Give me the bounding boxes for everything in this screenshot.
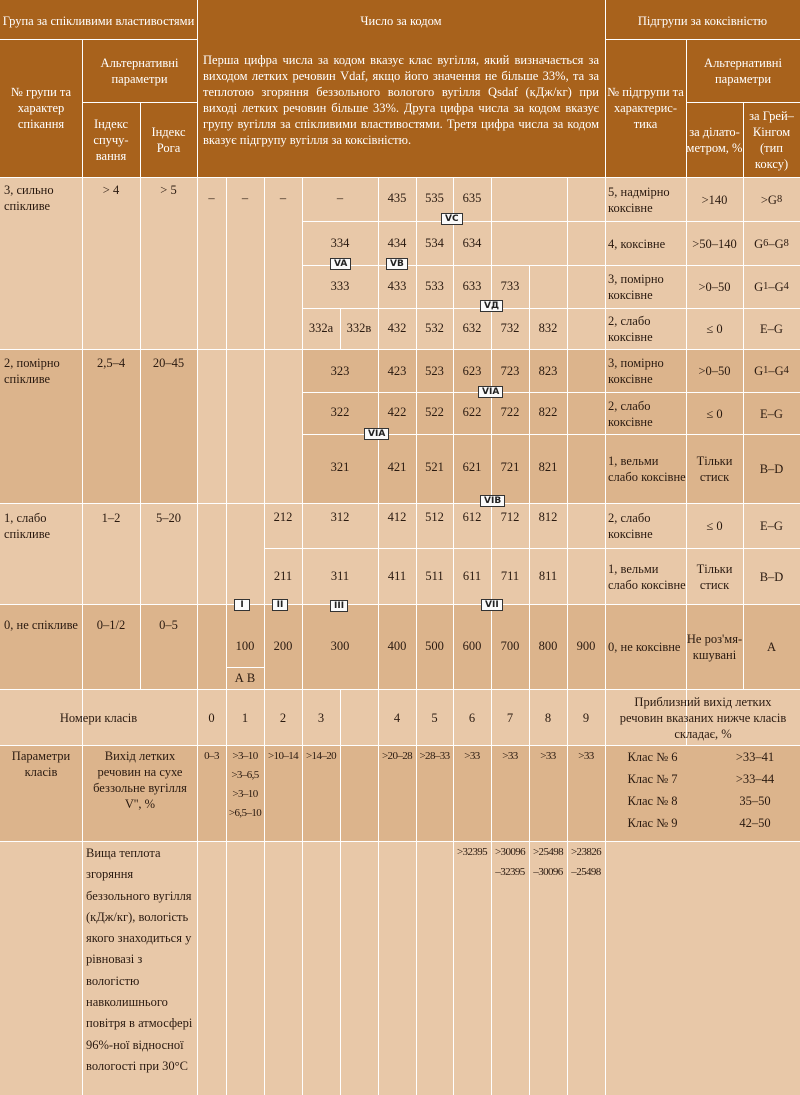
- volatile-value: >33: [578, 750, 594, 762]
- code-cell: 332а: [308, 321, 334, 335]
- group-2-roga: 20–45: [152, 356, 185, 370]
- code-cell: 723: [500, 364, 520, 378]
- code-cell: 522: [425, 405, 444, 419]
- code-cell: 333: [330, 279, 350, 293]
- class-number: 0: [208, 710, 215, 725]
- code-cell: 521: [425, 460, 444, 474]
- subgroup-gk: E–G: [760, 406, 783, 421]
- code-cell: 832: [538, 321, 558, 335]
- code-cell: 721: [500, 460, 520, 474]
- alt-params-header-left: Альтернативні параметри: [100, 56, 179, 86]
- group-0-swelling: 0–1/2: [96, 618, 126, 632]
- class-params-label: Параметри класів: [11, 749, 71, 779]
- group-1-swelling: 1–2: [101, 511, 121, 525]
- class-number: 5: [431, 710, 438, 725]
- code-cell: 532: [425, 321, 444, 335]
- group-3-swelling: > 4: [102, 183, 120, 197]
- approx-value: >33–44: [735, 772, 775, 786]
- class-numbers-label: Номери класів: [59, 710, 138, 725]
- code-cell: 511: [425, 569, 444, 583]
- subgroup-name: 0, не коксівне: [608, 640, 681, 654]
- heat-label: Вища теплота згоряння беззольного вугілля (кДж/кг), вологість якого знаходиться у рівновазі з вологістю навколишнього повітря в атмосфері 96%-ної відносної вологості при 30°С: [86, 846, 193, 1073]
- class-badge: VII: [481, 599, 503, 611]
- code-cell: 535: [425, 191, 444, 205]
- code-cell: 434: [387, 236, 407, 250]
- code-cell: 300: [330, 639, 350, 653]
- code-cell: –: [279, 191, 287, 205]
- code-cell: –: [336, 191, 344, 205]
- volatile-value: >33: [464, 750, 480, 762]
- heat-value: >30096: [494, 846, 526, 858]
- alt-params-header-right: Альтернативні параметри: [704, 56, 782, 86]
- subgroup-dil: >140: [701, 192, 728, 207]
- approx-class: Клас № 7: [627, 772, 678, 786]
- code-cell: 412: [387, 510, 407, 524]
- volatile-value: >3–10: [232, 788, 258, 800]
- code-cell: 712: [500, 510, 520, 524]
- volatile-value: >20–28: [381, 750, 413, 762]
- blank-cell-g2: [197, 349, 302, 503]
- group-2-label: 2, помірно спікливе: [4, 356, 60, 386]
- code-cell: 822: [538, 405, 558, 419]
- code-cell: 411: [387, 569, 407, 583]
- heat-value: >32395: [456, 846, 488, 858]
- approx-value: 35–50: [739, 794, 771, 808]
- code-cell: 621: [462, 460, 482, 474]
- subgroup-gk: G 1 –G 4: [754, 364, 789, 378]
- code-cell: 200: [273, 639, 293, 653]
- subgroup-no-header: № підгрупи та характерис-тика: [607, 85, 684, 131]
- code-cell: 811: [538, 569, 558, 583]
- roga-index-header: Індекс Рога: [151, 124, 186, 155]
- subgroup-gk: А: [766, 640, 777, 654]
- class-badge: II: [272, 599, 288, 611]
- subgroup-dil: ≤ 0: [706, 322, 723, 336]
- code-cell: 421: [387, 460, 407, 474]
- code-cell: 534: [425, 236, 444, 250]
- subgroup-gk: B–D: [759, 569, 784, 584]
- volatile-value: >28–33: [419, 750, 450, 762]
- group-2-swelling: 2,5–4: [96, 356, 126, 370]
- subgroup-gk: G 6 –G 8: [754, 236, 789, 251]
- code-cell: 700: [500, 639, 520, 653]
- code-cell: 823: [538, 364, 558, 378]
- heat-value: –25498: [571, 866, 601, 878]
- group-0-label: 0, не спікливе: [4, 618, 78, 632]
- code-cell: 422: [387, 405, 407, 419]
- class-number: 6: [468, 710, 476, 725]
- subgroup-gk: >G 8: [760, 192, 783, 207]
- volatile-value: >6,5–10: [228, 807, 262, 819]
- volatile-value: >14–20: [305, 750, 337, 762]
- code-cell: 711: [500, 569, 520, 583]
- class-badge: VД: [480, 300, 503, 312]
- code-cell: 612: [462, 510, 482, 524]
- volatile-value: >33: [502, 750, 518, 762]
- code-cell: 312: [330, 510, 350, 524]
- code-cell: 512: [425, 510, 444, 524]
- code-cell: 423: [387, 364, 407, 378]
- subgroup-gk: E–G: [760, 322, 783, 336]
- code-cell: 732: [500, 321, 520, 335]
- code-cell: 632: [462, 321, 482, 335]
- group-1-roga: 5–20: [156, 511, 181, 525]
- group-header: Група за спікливими властивостями: [2, 13, 195, 28]
- group-1-label: 1, слабо спікливе: [4, 511, 51, 541]
- volatile-value: >3–6,5: [231, 769, 259, 781]
- volatile-value: >10–14: [267, 750, 299, 762]
- subgroup-name: 1, вельми слабо коксівне: [608, 561, 686, 592]
- volatile-value: >33: [540, 750, 556, 762]
- subgroup-name: 4, коксівне: [608, 236, 666, 251]
- group-0-roga: 0–5: [159, 618, 178, 632]
- subgroup-dil: ≤ 0: [706, 406, 723, 421]
- gray-king-header: за Грей–Кінгом (тип коксу): [749, 108, 794, 171]
- code-cell: 611: [462, 569, 482, 583]
- code-cell: 635: [462, 191, 482, 205]
- approx-class: Клас № 6: [627, 750, 678, 764]
- class-badge: I: [234, 599, 250, 611]
- code-cell: 900: [576, 639, 596, 653]
- code-cell: 622: [462, 405, 482, 419]
- approx-volatile-label: Приблизний вихід летких речовин вказаних нижче класів складає, %: [619, 694, 787, 741]
- code-cell: 332в: [346, 321, 372, 335]
- class-badge: VIA: [364, 428, 389, 440]
- class-number: 9: [582, 710, 590, 725]
- blank-cell-g1: [197, 503, 264, 604]
- code-cell: 533: [425, 279, 444, 293]
- code-cell: 334: [330, 236, 350, 250]
- subgroup-dil: >0–50: [698, 364, 731, 378]
- code-cell: 500: [425, 639, 444, 653]
- code-description: Перша цифра числа за кодом вказує клас вугілля, який визначається за виходом летких речовин Vdaf, якщо його значення не більше 33%, та за теплотою згоряння беззольного вологого вугілля Qsdaf (кДж/кг) при виході летких речовин більше 33%. Друга цифра числа за кодом вказує групу вугілля за спікливими властивостями. Третя цифра числа за кодом вказує підгрупу вугілля за коксівністю.: [203, 53, 599, 147]
- volatile-label: Вихід летких речовин на сухе беззольне вугілля V'', %: [93, 749, 187, 811]
- class-badge: VC: [441, 213, 463, 225]
- code-cell: 523: [425, 364, 444, 378]
- code-cell: 722: [500, 405, 520, 419]
- subgroup-header: Підгрупи за коксівністю: [637, 13, 768, 28]
- class-number: 8: [544, 710, 552, 725]
- code-cell: 821: [538, 460, 558, 474]
- subgroup-dil: Тільки стиск: [696, 561, 733, 592]
- subgroup-name: 2, слабо коксівне: [608, 314, 653, 344]
- code-cell: 311: [330, 569, 350, 583]
- group-3-roga: > 5: [160, 183, 177, 197]
- class-badge: VA: [330, 258, 351, 270]
- code-cell: 211: [273, 569, 293, 583]
- code-header: Число за кодом: [360, 13, 442, 28]
- subgroup-dil: Не роз'мя-кшувані: [686, 632, 743, 662]
- group-no-header: № групи та характер спікання: [10, 85, 72, 131]
- code-cell: 800: [538, 639, 558, 653]
- code-cell: 400: [387, 639, 407, 653]
- code-cell: 212: [273, 510, 293, 524]
- subgroup-name: 2, слабо коксівне: [608, 511, 653, 541]
- code-cell: 432: [387, 321, 407, 335]
- class-badge: III: [330, 600, 348, 612]
- heat-value: –30096: [533, 866, 563, 878]
- class-badge: VB: [386, 258, 408, 270]
- approx-value: >33–41: [735, 750, 775, 764]
- code-cell: 433: [387, 279, 407, 293]
- approx-class: Клас № 9: [627, 816, 678, 830]
- class-number: 3: [317, 710, 325, 725]
- code-cell: 634: [462, 236, 482, 250]
- code-cell: 323: [330, 364, 350, 378]
- code-cell: 633: [462, 279, 482, 293]
- code-cell: –: [208, 191, 215, 205]
- subgroup-gk: G 1 –G 4: [754, 280, 789, 294]
- approx-value: 42–50: [739, 816, 771, 830]
- code-cell-ab: А В: [234, 671, 256, 685]
- subgroup-name: 2, слабо коксівне: [608, 398, 653, 429]
- code-cell: 733: [500, 279, 520, 293]
- subgroup-gk: B–D: [759, 462, 784, 476]
- class-number: 2: [279, 710, 287, 725]
- code-cell: 100: [235, 639, 255, 653]
- heat-value: –32395: [495, 866, 525, 878]
- subgroup-dil: >0–50: [698, 280, 731, 294]
- subgroup-gk: E–G: [760, 519, 783, 533]
- subgroup-name: 3, помірно коксівне: [608, 356, 664, 386]
- class-number: 4: [393, 710, 401, 725]
- group-3-label: 3, сильно спікливе: [4, 183, 54, 213]
- class-badge: VIB: [480, 495, 505, 507]
- subgroup-dil: ≤ 0: [706, 519, 723, 533]
- subgroup-dil: Тільки стиск: [696, 454, 733, 484]
- heat-value: >25498: [532, 846, 564, 858]
- subgroup-name: 1, вельми слабо коксівне: [608, 454, 686, 484]
- class-badge: VIA: [478, 386, 503, 398]
- class-number: 1: [241, 710, 249, 725]
- dilatometer-header: за ділато-метром, %: [686, 124, 743, 155]
- code-cell: –: [241, 191, 249, 205]
- code-cell: 321: [330, 460, 350, 474]
- subgroup-name: 5, надмірно коксівне: [608, 184, 670, 215]
- code-cell: 812: [538, 510, 558, 524]
- swelling-index-header: Індекс спучу-вання: [93, 116, 129, 163]
- code-cell: 322: [330, 405, 350, 419]
- subgroup-dil: >50–140: [692, 236, 737, 251]
- volatile-value: 0–3: [204, 750, 219, 762]
- code-cell: 623: [462, 364, 482, 378]
- code-cell: 600: [462, 639, 482, 653]
- volatile-value: >3–10: [232, 750, 258, 762]
- code-cell: 435: [387, 191, 407, 205]
- approx-class: Клас № 8: [627, 794, 678, 808]
- subgroup-name: 3, помірно коксівне: [608, 272, 664, 302]
- class-number: 7: [506, 710, 514, 725]
- heat-value: >23826: [570, 846, 602, 858]
